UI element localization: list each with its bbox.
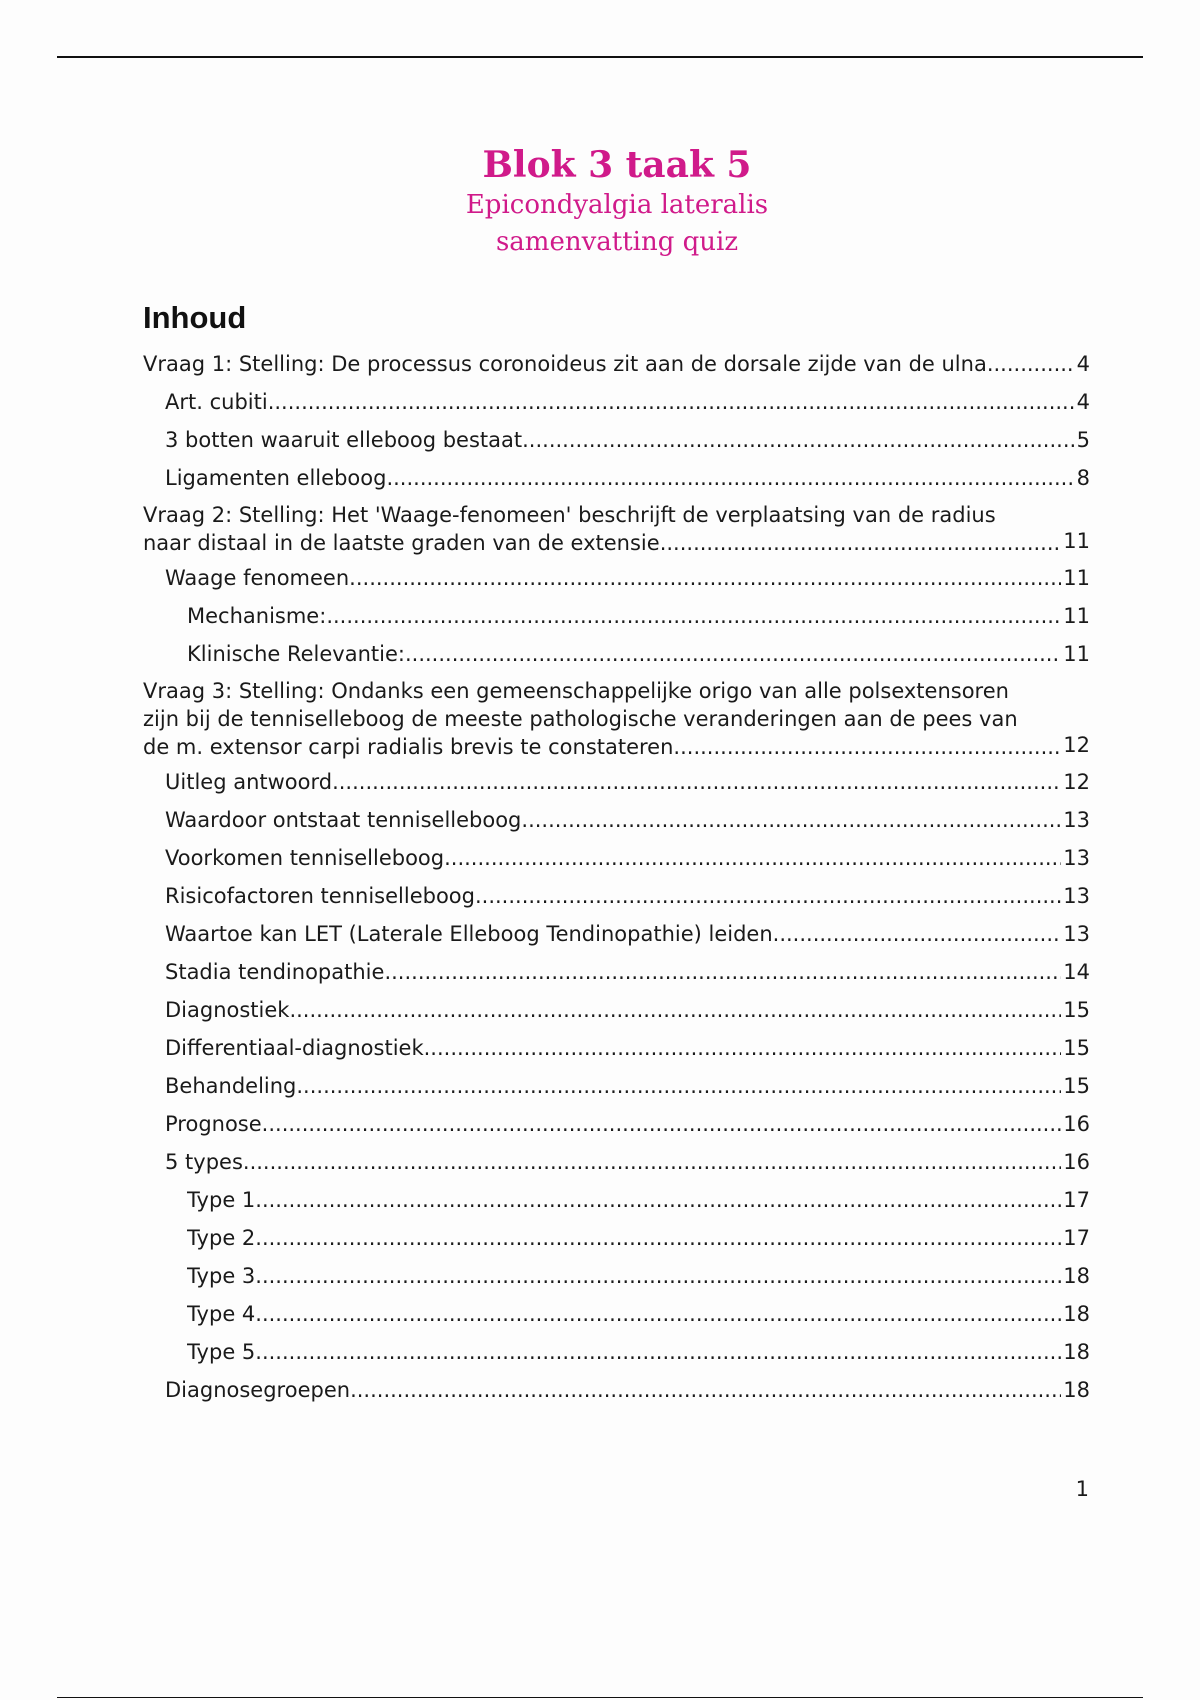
toc-page-number: 18 [1061, 1259, 1090, 1293]
toc-entry[interactable] [143, 765, 1090, 803]
toc-entry-text: Behandeling ..... [165, 1069, 1090, 1103]
toc-page-number: 12 [1061, 765, 1090, 799]
toc-entry[interactable] [143, 599, 1090, 637]
toc-page-number: 4 [1075, 385, 1090, 419]
toc-entry[interactable] [143, 347, 1090, 385]
toc-entry[interactable] [143, 803, 1090, 841]
toc-entry-text: Type 5 ..... [187, 1335, 1090, 1369]
toc-entry[interactable] [143, 461, 1090, 499]
toc-entry-text: Waartoe kan LET (Laterale Elleboog Tendinopathie) leiden ..... [165, 917, 1090, 951]
toc-heading: Inhoud [143, 300, 247, 335]
toc-entry-text: 3 botten waaruit elleboog bestaat ..... [165, 423, 1090, 457]
toc-entry-text: zijn bij de tenniselleboog de meeste pathologische veranderingen aan de pees van [143, 707, 1018, 731]
toc-page-number: 18 [1061, 1335, 1090, 1369]
toc-page-number: 17 [1061, 1221, 1090, 1255]
title-block [0, 143, 1200, 261]
table-of-contents [143, 347, 1090, 1411]
toc-entry-text: 5 types ..... [165, 1145, 1090, 1179]
toc-entry[interactable] [143, 499, 1090, 557]
toc-entry[interactable] [143, 675, 1090, 761]
toc-entry[interactable] [143, 1145, 1090, 1183]
document-title: Blok 3 taak 5 [482, 144, 752, 186]
page-number: 1 [1075, 1477, 1089, 1501]
toc-entry-text: Vraag 3: Stelling: Ondanks een gemeenschappelijke origo van alle polsextensoren [143, 679, 1009, 703]
toc-page-number: 11 [1063, 529, 1090, 553]
toc-entry[interactable] [143, 879, 1090, 917]
toc-entry[interactable] [143, 385, 1090, 423]
toc-entry[interactable] [143, 423, 1090, 461]
toc-page-number: 17 [1061, 1183, 1090, 1217]
toc-entry-text: Diagnostiek ..... [165, 993, 1090, 1027]
toc-entry-text: Art. cubiti ..... [165, 385, 1090, 419]
footer-rule [57, 1697, 1143, 1698]
toc-entry-text: Type 4 ..... [187, 1297, 1090, 1331]
toc-page-number: 16 [1061, 1107, 1090, 1141]
document-subtitle-line-2: samenvatting quiz [495, 227, 739, 257]
toc-page-number: 11 [1061, 637, 1090, 671]
toc-entry-text: Vraag 1: Stelling: De processus coronoideus zit aan de dorsale zijde van de ulna. ..... [143, 347, 1090, 381]
toc-entry[interactable] [143, 561, 1090, 599]
toc-entry-text: Type 1 ..... [187, 1183, 1090, 1217]
toc-page-number: 11 [1061, 599, 1090, 633]
toc-entry-text: Type 2 ..... [187, 1221, 1090, 1255]
toc-page-number: 15 [1061, 1069, 1090, 1103]
toc-entry-text: Waardoor ontstaat tenniselleboog ..... [165, 803, 1090, 837]
toc-page-number: 18 [1061, 1297, 1090, 1331]
toc-entry[interactable] [143, 1107, 1090, 1145]
toc-entry[interactable] [143, 917, 1090, 955]
toc-entry[interactable] [143, 1221, 1090, 1259]
toc-page-number: 5 [1075, 423, 1090, 457]
toc-page-number: 13 [1061, 841, 1090, 875]
toc-entry-text: Type 3 ..... [187, 1259, 1090, 1293]
toc-entry[interactable] [143, 1335, 1090, 1373]
toc-entry[interactable] [143, 1297, 1090, 1335]
toc-entry[interactable] [143, 841, 1090, 879]
toc-entry[interactable] [143, 955, 1090, 993]
toc-entry-text: Vraag 2: Stelling: Het 'Waage-fenomeen' beschrijft de verplaatsing van de radius [143, 503, 996, 527]
toc-entry-text: Differentiaal-diagnostiek ..... [165, 1031, 1090, 1065]
toc-page-number: 4 [1075, 347, 1090, 381]
document-subtitle-line-1: Epicondyalgia lateralis [465, 190, 769, 220]
toc-entry[interactable] [143, 1031, 1090, 1069]
toc-entry-text: Waage fenomeen ..... [165, 561, 1090, 595]
header-rule [57, 56, 1143, 58]
toc-page-number: 13 [1061, 917, 1090, 951]
toc-entry-text: Mechanisme: ..... [187, 599, 1090, 633]
toc-page-number: 15 [1061, 993, 1090, 1027]
toc-page-number: 16 [1061, 1145, 1090, 1179]
toc-entry-text: Uitleg antwoord ..... [165, 765, 1090, 799]
toc-entry-text: Stadia tendinopathie ..... [165, 955, 1090, 989]
toc-page-number: 13 [1061, 879, 1090, 913]
toc-entry-text: de m. extensor carpi radialis brevis te constateren ..... [143, 733, 1090, 761]
toc-page-number: 11 [1061, 561, 1090, 595]
toc-page-number: 15 [1061, 1031, 1090, 1065]
toc-entry[interactable] [143, 1259, 1090, 1297]
toc-entry-text: Risicofactoren tenniselleboog ..... [165, 879, 1090, 913]
toc-entry-text: naar distaal in de laatste graden van de extensie ..... [143, 529, 1090, 557]
toc-entry-text: Ligamenten elleboog ..... [165, 461, 1090, 495]
toc-entry[interactable] [143, 1069, 1090, 1107]
toc-page-number: 13 [1061, 803, 1090, 837]
toc-page-number: 14 [1061, 955, 1090, 989]
toc-page-number: 18 [1061, 1373, 1090, 1407]
toc-entry[interactable] [143, 1373, 1090, 1411]
toc-entry[interactable] [143, 993, 1090, 1031]
toc-entry[interactable] [143, 1183, 1090, 1221]
toc-page-number: 12 [1063, 733, 1090, 757]
toc-entry-text: Voorkomen tenniselleboog ..... [165, 841, 1090, 875]
toc-entry-text: Klinische Relevantie: ..... [187, 637, 1090, 671]
toc-entry-text: Diagnosegroepen ..... [165, 1373, 1090, 1407]
toc-page-number: 8 [1075, 461, 1090, 495]
toc-entry-text: Prognose ..... [165, 1107, 1090, 1141]
toc-entry[interactable] [143, 637, 1090, 675]
